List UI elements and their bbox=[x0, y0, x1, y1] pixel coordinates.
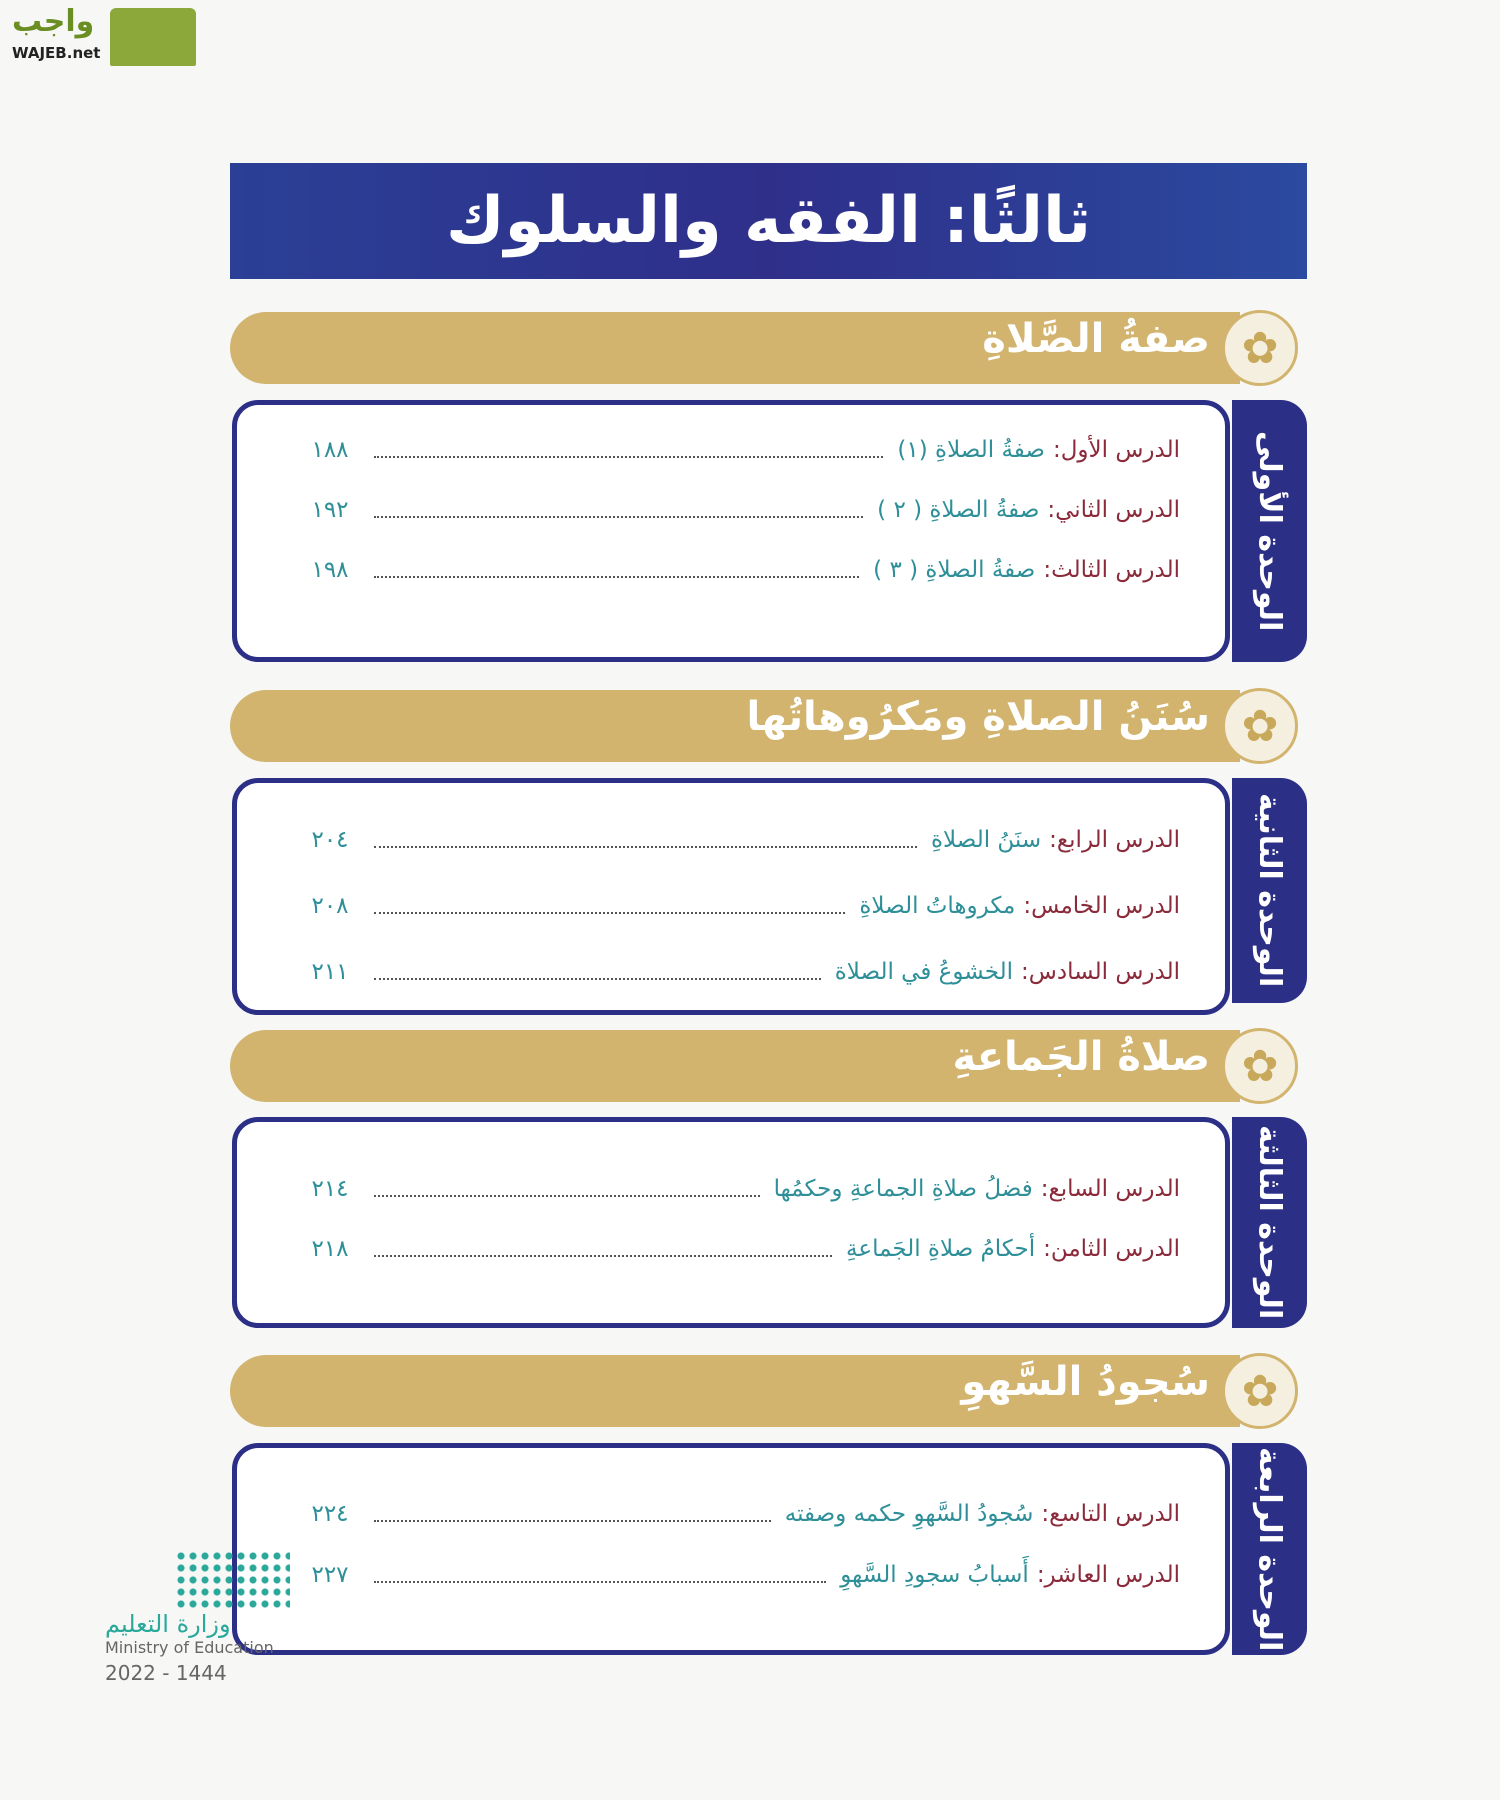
flower-ornament-icon: ✿ bbox=[1222, 1028, 1298, 1104]
leader-dots bbox=[374, 1241, 832, 1257]
lessons-box bbox=[232, 1117, 1230, 1328]
lesson-row[interactable] bbox=[300, 952, 1180, 992]
edition-year: 2022 - 1444 bbox=[105, 1661, 227, 1685]
flower-ornament-icon: ✿ bbox=[1222, 310, 1298, 386]
flower-ornament-icon: ✿ bbox=[1222, 688, 1298, 764]
section-heading: صفةُ الصَّلاةِ bbox=[982, 316, 1210, 362]
lesson-row[interactable] bbox=[300, 886, 1180, 926]
lesson-name: أحكامُ صلاةِ الجَماعةِ bbox=[846, 1236, 1036, 1262]
book-icon bbox=[110, 8, 196, 66]
page-number: ١٩٨ bbox=[311, 557, 349, 583]
lesson-name: صفةُ الصلاةِ (١) bbox=[897, 437, 1045, 463]
lesson-row[interactable] bbox=[300, 550, 1180, 590]
page-number: ٢١٨ bbox=[311, 1236, 349, 1262]
leader-dots bbox=[374, 1506, 771, 1522]
lesson-name: أَسبابُ سجودِ السَّهوِ bbox=[840, 1562, 1029, 1588]
lesson-row[interactable] bbox=[300, 820, 1180, 860]
page-number: ٢٢٧ bbox=[311, 1562, 349, 1588]
unit-tab: الوحدة الثانية bbox=[1232, 778, 1307, 1003]
lesson-row[interactable] bbox=[300, 1494, 1180, 1534]
flower-ornament-icon: ✿ bbox=[1222, 1353, 1298, 1429]
section-heading-bar bbox=[230, 1355, 1240, 1427]
lesson-name: صفةُ الصلاةِ ( ٣ ) bbox=[873, 557, 1036, 583]
lesson-name: مكروهاتُ الصلاةِ bbox=[859, 893, 1016, 919]
wajeb-logo bbox=[10, 4, 190, 68]
lesson-label: الدرس الخامس: bbox=[1023, 893, 1180, 919]
lesson-row[interactable] bbox=[300, 1169, 1180, 1209]
leader-dots bbox=[374, 964, 821, 980]
lesson-name: سنَنُ الصلاةِ bbox=[931, 827, 1042, 853]
section-heading-bar bbox=[230, 1030, 1240, 1102]
section-heading-bar bbox=[230, 690, 1240, 762]
leader-dots bbox=[374, 562, 859, 578]
lesson-row[interactable] bbox=[300, 1229, 1180, 1269]
logo-latin: WAJEB.net bbox=[12, 44, 101, 62]
section-heading: سُجودُ السَّهوِ bbox=[961, 1359, 1210, 1405]
lesson-row[interactable] bbox=[300, 1555, 1180, 1595]
lesson-label: الدرس السادس: bbox=[1021, 959, 1180, 985]
lesson-label: الدرس الثاني: bbox=[1047, 497, 1180, 523]
lesson-name: فضلُ صلاةِ الجماعةِ وحكمُها bbox=[773, 1176, 1033, 1202]
lessons-box bbox=[232, 1443, 1230, 1655]
lesson-name: سُجودُ السَّهوِ حكمه وصفته bbox=[784, 1501, 1034, 1527]
leader-dots bbox=[374, 1567, 826, 1583]
lesson-label: الدرس الثالث: bbox=[1043, 557, 1180, 583]
lesson-name: صفةُ الصلاةِ ( ٢ ) bbox=[877, 497, 1040, 523]
leader-dots bbox=[374, 502, 863, 518]
ministry-english: Ministry of Education bbox=[105, 1638, 274, 1657]
ministry-dots-emblem bbox=[175, 1550, 290, 1610]
page-number: ٢١١ bbox=[311, 959, 349, 985]
section-heading: سُنَنُ الصلاةِ ومَكرُوهاتُها bbox=[746, 694, 1210, 740]
page-number: ١٨٨ bbox=[311, 437, 349, 463]
page-number: ٢٠٨ bbox=[311, 893, 349, 919]
section-heading-bar bbox=[230, 312, 1240, 384]
section-heading: صلاةُ الجَماعةِ bbox=[952, 1034, 1210, 1080]
unit-tab: الوحدة الأولى bbox=[1232, 400, 1307, 662]
unit-tab: الوحدة الثالثة bbox=[1232, 1117, 1307, 1328]
lesson-row[interactable] bbox=[300, 430, 1180, 470]
page-number: ٢١٤ bbox=[311, 1176, 349, 1202]
page-number: ١٩٢ bbox=[311, 497, 349, 523]
page-number: ٢٢٤ bbox=[311, 1501, 349, 1527]
lesson-label: الدرس العاشر: bbox=[1036, 1562, 1180, 1588]
leader-dots bbox=[374, 1181, 760, 1197]
logo-arabic: واجب bbox=[12, 4, 95, 39]
lesson-name: الخشوعُ في الصلاة bbox=[834, 959, 1014, 985]
ministry-arabic: وزارة التعليم bbox=[105, 1610, 231, 1638]
page-number: ٢٠٤ bbox=[311, 827, 349, 853]
lesson-label: الدرس الرابع: bbox=[1049, 827, 1180, 853]
lesson-label: الدرس الأول: bbox=[1052, 437, 1180, 463]
lesson-label: الدرس التاسع: bbox=[1041, 1501, 1180, 1527]
lesson-label: الدرس الثامن: bbox=[1043, 1236, 1180, 1262]
unit-tab: الوحدة الرابعة bbox=[1232, 1443, 1307, 1655]
page-title: ثالثًا: الفقه والسلوك bbox=[230, 163, 1307, 279]
leader-dots bbox=[374, 832, 917, 848]
ministry-logo bbox=[105, 1550, 290, 1685]
lesson-row[interactable] bbox=[300, 490, 1180, 530]
lesson-label: الدرس السابع: bbox=[1040, 1176, 1180, 1202]
leader-dots bbox=[374, 898, 845, 914]
leader-dots bbox=[374, 442, 883, 458]
